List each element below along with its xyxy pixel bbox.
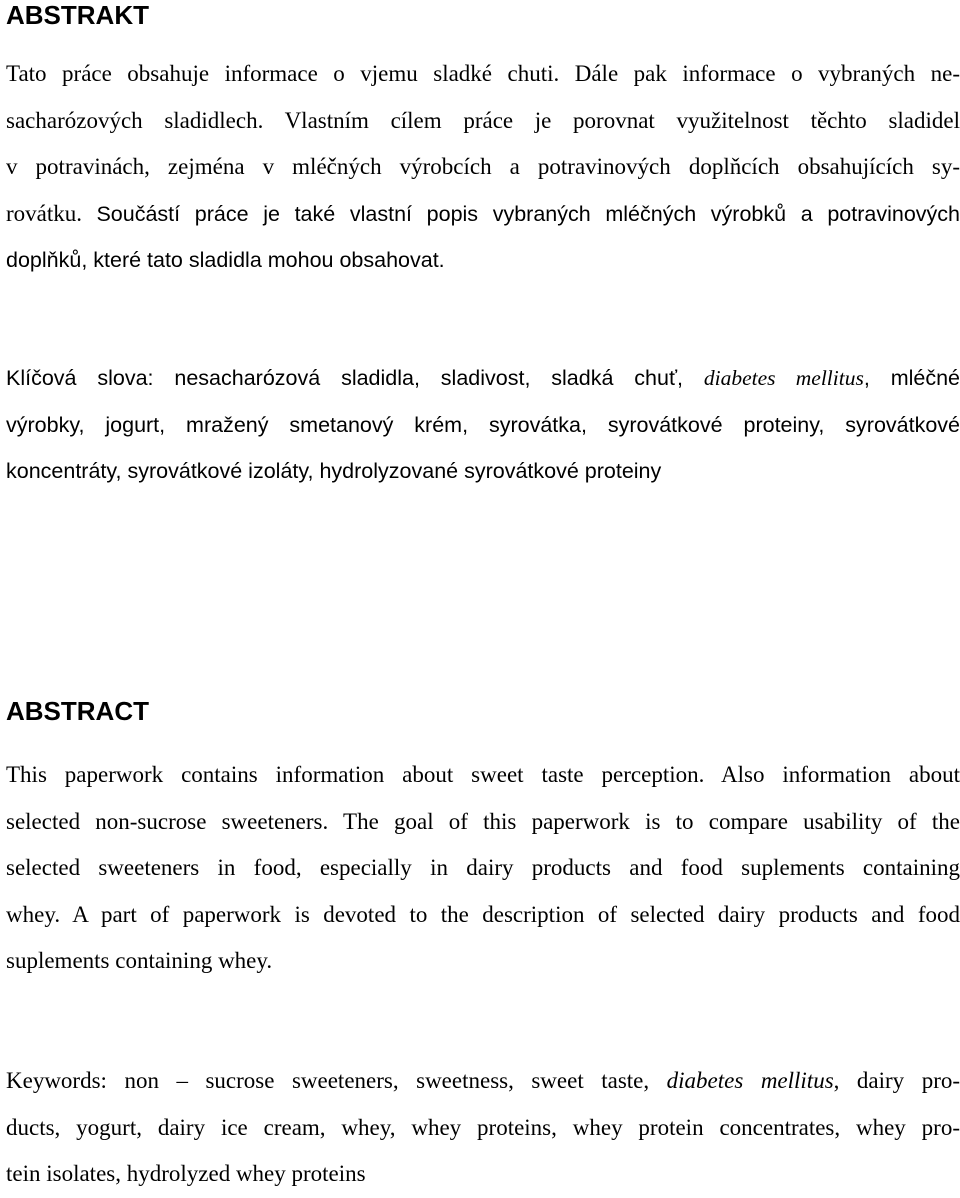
english-keywords-line [6,1058,960,1105]
english-abstract-line: selected sweeteners in food, especially in dairy products and food suplements containing [6,855,960,881]
czech-keywords-line: výrobky, jogurt, mražený smetanový krém, syrovátka, syrovátkové proteiny, syrovátkové [6,412,960,437]
czech-keywords-italic-term: diabetes mellitus [703,366,864,390]
english-abstract-line: This paperwork contains information about sweet taste perception. Also information about [6,762,960,787]
english-abstract-line: whey. A part of paperwork is devoted to the description of selected dairy products and food [6,901,960,927]
english-abstract-paragraph [6,752,960,985]
czech-abstract-line-mixed [6,191,960,238]
english-keywords-text: Keywords: non – sucrose sweeteners, sweetness, sweet taste, [6,1068,667,1093]
czech-abstract-line-serif-part: rovátku. [6,200,83,226]
english-keywords-paragraph [6,1058,960,1198]
czech-keywords-text: , mléčné [863,366,960,390]
czech-keywords-text: Klíčová slova: nesacharózová sladidla, sladivost, sladká chuť, [6,366,704,390]
czech-abstract-line: v potravinách, zejména v mléčných výrobcích a potravinových doplňcích obsahujících sy- [6,154,960,180]
czech-abstract-paragraph [6,51,960,284]
czech-abstract-line: doplňků, které tato sladidla mohou obsahovat. [6,248,445,273]
czech-abstract-line: sacharózových sladidlech. Vlastním cílem práce je porovnat využitelnost těchto sladidel [6,107,960,133]
czech-keywords-line [6,355,960,402]
english-abstract-line: suplements containing whey. [6,948,273,974]
english-abstract-line: selected non-sucrose sweeteners. The goal of this paperwork is to compare usability of the [6,808,960,834]
czech-abstract-line: Tato práce obsahuje informace o vjemu sladké chuti. Dále pak informace o vybraných ne- [6,61,960,86]
czech-abstract-line-sans-part: Součástí práce je také vlastní popis vybraných mléčných výrobků a potravinových [96,201,960,226]
english-keywords-text: , dairy pro- [833,1068,960,1093]
english-keywords-italic-term: diabetes mellitus [666,1068,834,1093]
czech-abstract-heading: ABSTRAKT [6,0,149,30]
english-abstract-heading: ABSTRACT [6,696,149,726]
english-keywords-line: tein isolates, hydrolyzed whey proteins [6,1161,366,1187]
czech-keywords-line: koncentráty, syrovátkové izoláty, hydrolyzované syrovátkové proteiny [6,459,662,484]
english-keywords-line: ducts, yogurt, dairy ice cream, whey, whey proteins, whey protein concentrates, whey pro- [6,1114,960,1140]
czech-keywords-paragraph [6,355,960,495]
